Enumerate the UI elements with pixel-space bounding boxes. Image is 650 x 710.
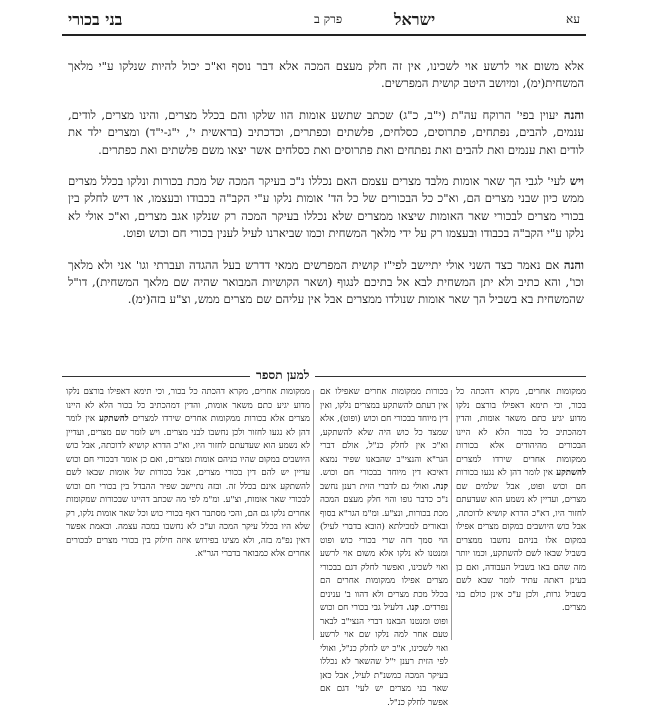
paragraph: והנה אם נאמר כצד השני אולי יתיישב לפי"ז קושית המפרשים ממאי דדרש בעל ההגדה ועברתי וגו' אני ולא מלאך וכו', והא כתיב ולא יתן המשחית לבא אל בתיכם לנגוף (ושאר הקושיות המבואר שהיה שם מלאך המשחית), דו"ל שהמשחית בא בשביל הך שאר אומות שנולדו ממצרים אבל אין עליהם שם מצרים ממש, וצ"ע בזה(ימ). xyxy=(68,257,584,307)
commentary-column-middle: בכורות ממקומות אחרים שאפילו אם אין דעתם להשתקע במצרים נלקו, ואין דין מיוחד בבכורי חם וכוש (ופוט), אלא שמצד כל כוש היה שלא להשתקע, וא"כ אין לחלק כנ"ל, אולם דברי הגר"א והנצי"ב שהבאנו שפיר נמצא דאיכא דין מיוחד בבכורי חם וכוש. קנה. ואולי גם לדברי הזית רענן נחשב נ"כ כדבר גופו והוי חלק מעצם המכה מכת בכורות, ונצ"ע. ומ"מ הגר"א בסוף ובאורים למכילתא (הובא בדברי לעיל) הוי סמך דזה שרי בכורי כוש ופוט ומנטנו לא נלקו אלא משום אוי לרשע ואוי לשכינו, ואפשר לחלק דגם בבכורי מצרים אפילו ממקומות אחרים הם בכלל מכת מצרים ולא דהוו ב' ענינים נפרדים. קנו. דלעיל גבי בכורי חם וכוש ופוט ומנטנו הבאנו דברי הנצי"ב לבאר טעם אחר למה נלקו שם אוי לרשע ואוי לשכינו, א"כ יש לחלק כנ"ל, ואולי לפי הזית רענן י"ל שהשאר לא נכללו בעיקר המכה כמשנ"ת לעיל, אבל כאן שאר בני מצרים יש לעי' דגם אם אפשר לחלק כנ"ל. xyxy=(320,387,448,708)
commentary-column-right: ממקומות אחרים, מקרא דהכתה כל בכור, וכי תימא דאפילו בורצם נלקו מדוע יגיע כתם משאר אומות, והדין דמהכתיב כל בכור הלא לא היינו הבכורים מהיהודים אלא בכורות ממקומות אחרים שירדו למצרים להשתקע אין לומר דהן לא נגעו בכורות חם וכוש ופוט, אבל שלמים שם מצרים, ועדיין לא נשמע הוא שעדעתם לחזור היו, דא"כ הדרא קושיא לדוכתה, אבל כוש היושבים במקום מצרים אפילו במקום אלו בניהם נחשבו ממצרים בשביל שבאו לשם להשתקע, וכמו יותר מזה שהם באו בשביל העבודה, ואם כן בעינן דאתה עתיד לומר שבא לשם בשביל גרות, ולכן ע"כ אינן כולם בני מצרים. xyxy=(456,387,586,613)
header-rule xyxy=(62,34,586,36)
footnote-number: קנו. xyxy=(406,603,419,613)
paragraph: ויש לעי' לגבי הך שאר אומות מלבד מצרים עצמם האם נכללו נ"כ בעיקר המכה של מכת בכורות ונלקו בכלל מצרים ממש כיון שבני מצרים הם, וא"כ כל הבכורים של כל הד' אומות נלקו ע"י הקב"ה בכבודו ובעצמו, או דיש לחלק בין בכורי מצרים לבכורי שאר האומות שיצאו ממצרים שלא נכללו בעיקר המכה רק שנלקו אגב מצרים, וא"כ אולי לא נלקו ע"י הקב"ה בכבודו ובעצמו רק על ידי מלאך המשחית וכמו שביארנו לעיל לענין בכורי חם וכוש ופוט. xyxy=(68,174,584,241)
commentary-columns xyxy=(66,386,586,708)
column-divider xyxy=(451,390,452,640)
commentary-separator xyxy=(62,368,586,384)
book-title: בני בכורי xyxy=(68,10,123,29)
page-number: עא xyxy=(566,12,580,26)
column-divider xyxy=(313,390,314,640)
paragraph-lead-word: ויש xyxy=(569,174,584,189)
paragraph-lead-word: והנה xyxy=(563,257,584,272)
commentary-title: למען תספר xyxy=(250,368,315,383)
running-header xyxy=(64,8,584,32)
separator-rule xyxy=(62,376,586,377)
section-title: ישראל xyxy=(394,10,436,29)
paragraph-lead-word: והנה xyxy=(563,107,584,122)
paragraph: אלא משום אוי לרשע אוי לשכינו, אין זה חלק מעצם המכה אלא דבר נוסף וא"כ יכול להיות שנלקו ע"י מלאך המשחית(ימ), ומיושב היטב קושית המפרשים. xyxy=(68,59,584,91)
footnote-number: קנה. xyxy=(432,481,448,492)
main-text xyxy=(68,58,584,317)
paragraph: והנה יעוין בפי' הרוקח עה"ת (י"ב, כ"ג) שכתב שתשע אומות הוו שלקו והם בכלל מצרים, והינו מצרים, לודים, ענמים, להבים, נפתחים, פתרוסים, כסלחים, פלשתים וכפתרים, וכדכתיב (בראשית י', י"ג-י"ד) ומצרים ילד את לודים ואת ענמים ואת להבים ואת נפתחים ואת פתרוסים ואת כסלחים אשר יצאו משם פלשתים ואת כפתרים. xyxy=(68,107,584,157)
chapter-label: פרק ב xyxy=(314,12,343,26)
commentary-column-left: ממקומות אחרים, מקרא דהכתה כל בכור, וכי תימא דאפילו בורצם נלקו מדוע יגיע כתם משאר אומות, והדין דמהכתיב כל בכור הלא לא היינו מצרים אלא בכורות ממקומות אחרים שירדו למצרים להשתקע אין לומר דהן לא נגעו לחזור ולכן נחשבו לבני מצרים. ויש לומר שם מצרים, ועדיין לא נשמע הוא שעדעתם לחזור היו, וא"כ הדרא קושיא לדוכתה, אבל כוש היושבים במקום שהיו בניהם אומות ומצרים, ואם כן אומר דבכורי חם וכוש עדיין יש להם דין בכורי מצרים, אבל בכורות של אומות שבאו לשם להשתקע אינם בכלל זה. ובזה נתיישב שפיר ההבדל בין בכורי חם וכוש לבכורי שאר אומות, וצ"ע. ומ"מ לפי מה שכתב דהיינו שבכורות שמקומות אחרים נלקו גם הם, והכי מסתבר דאף בכורי כוש וכל שאר אומות נלקו, רק שלא היו בכלל עיקר המכה וע"כ לא נחשבו במכה עצמה. ובאמת אפשר דאין נפ"מ בזה, ולא מצינו בפירוש איזה חילוק בין בכורי מצרים לבכורים אחרים אלא כמבואר בדברי הגר"א. xyxy=(66,387,310,559)
